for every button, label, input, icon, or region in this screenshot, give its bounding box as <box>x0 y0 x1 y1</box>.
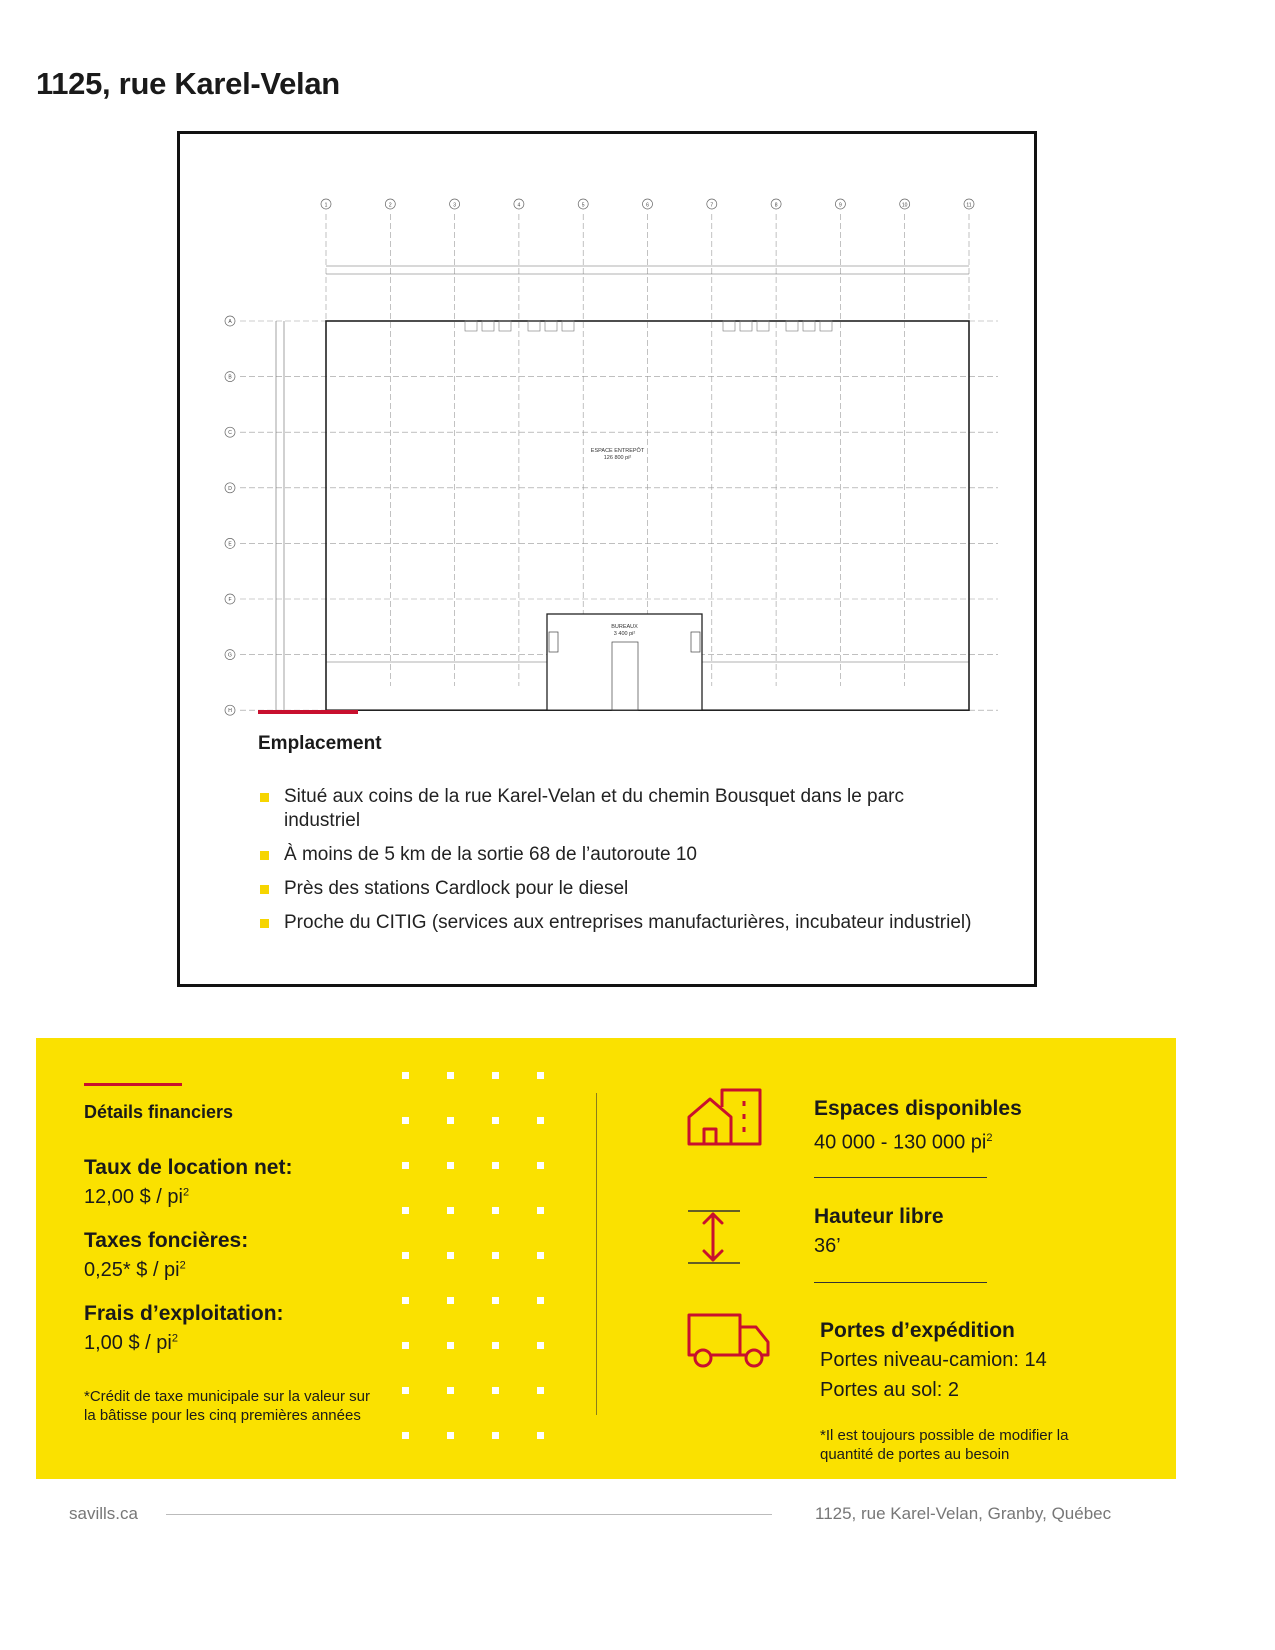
grid-row-label: F <box>228 597 232 603</box>
grid-column-label: 11 <box>966 202 972 209</box>
grid-column-label: 1 <box>324 202 328 209</box>
footer-rule <box>166 1514 772 1515</box>
dot <box>447 1387 454 1394</box>
list-item: Situé aux coins de la rue Karel-Velan et du chemin Bousquet dans le parc industriel <box>258 785 978 833</box>
office-area: 3 400 pi² <box>613 631 636 637</box>
grid-column-label: 9 <box>839 202 842 209</box>
dot <box>537 1297 544 1304</box>
divider <box>814 1282 987 1283</box>
dot <box>492 1252 499 1259</box>
net-rent <box>84 1156 292 1209</box>
grid-column-label: 5 <box>581 202 585 209</box>
dot <box>447 1162 454 1169</box>
dot <box>492 1297 499 1304</box>
grid-row-label: H <box>228 708 232 715</box>
divider <box>814 1177 987 1178</box>
spaces-label: Espaces disponibles <box>814 1097 1022 1120</box>
loading-dock <box>482 321 494 331</box>
dot <box>537 1387 544 1394</box>
doors-ground: Portes au sol: 2 <box>820 1379 959 1401</box>
grid-column-label: 3 <box>453 202 456 209</box>
taxes-value: 0,25* $ / $pi^2$ <box>84 1259 186 1281</box>
truck-icon <box>686 1312 772 1370</box>
dot <box>402 1342 409 1349</box>
grid-row-label: G <box>228 652 232 659</box>
shipping-doors <box>820 1319 1047 1405</box>
dot <box>537 1207 544 1214</box>
grid-row-label: A <box>228 319 232 325</box>
footer-website[interactable]: savills.ca <box>69 1504 138 1523</box>
doors-truck: Portes niveau-camion: 14 <box>820 1349 1047 1371</box>
spaces-value: 40 000 - 130 000 $pi^2$ <box>814 1131 993 1154</box>
office-label: BUREAUX <box>611 624 638 630</box>
emplacement-list <box>258 785 978 945</box>
dot <box>402 1387 409 1394</box>
dot <box>492 1207 499 1214</box>
loading-dock <box>562 321 574 331</box>
warehouse-label: ESPACE ENTREPÔT <box>590 448 645 454</box>
dot <box>447 1342 454 1349</box>
spaces-available <box>814 1097 1022 1158</box>
grid-row-label: B <box>228 374 232 381</box>
dot <box>492 1432 499 1439</box>
red-rule <box>258 710 358 714</box>
height-arrow-icon <box>686 1208 742 1266</box>
loading-dock <box>740 321 752 331</box>
list-item: Proche du CITIG (services aux entreprises manufacturières, incubateur industriel) <box>258 911 978 935</box>
grid-row-label: C <box>228 430 232 437</box>
financial-note: *Crédit de taxe municipale sur la valeur sur la bâtisse pour les cinq premières années <box>84 1388 370 1424</box>
page-title: 1125, rue Karel-Velan <box>36 66 340 101</box>
taxes <box>84 1229 248 1282</box>
red-rule <box>84 1083 182 1086</box>
dot <box>447 1252 454 1259</box>
loading-dock <box>465 321 477 331</box>
financial-title: Détails financiers <box>84 1102 234 1122</box>
grid-column-label: 2 <box>388 202 392 209</box>
operating-value: 1,00 $ / $pi^2$ <box>84 1332 178 1354</box>
dot <box>447 1072 454 1079</box>
grid-row-label: D <box>228 485 232 492</box>
dot <box>402 1207 409 1214</box>
grid-column-label: 10 <box>901 202 908 209</box>
dot <box>492 1342 499 1349</box>
building-icon <box>686 1087 764 1147</box>
grid-column-label: 8 <box>774 202 778 209</box>
loading-dock <box>786 321 798 331</box>
taxes-label: Taxes foncières: <box>84 1229 249 1252</box>
operating-costs <box>84 1302 284 1355</box>
dot <box>537 1072 544 1079</box>
dot <box>492 1117 499 1124</box>
height-value: 36’ <box>814 1235 841 1257</box>
loading-dock <box>757 321 769 331</box>
clear-height <box>814 1205 944 1261</box>
dot <box>492 1162 499 1169</box>
dot <box>537 1117 544 1124</box>
dot <box>402 1297 409 1304</box>
net-rent-value: 12,00 $ / $pi^2$ <box>84 1186 190 1208</box>
dot <box>402 1117 409 1124</box>
loading-dock <box>499 321 511 331</box>
dot <box>537 1162 544 1169</box>
dot <box>537 1432 544 1439</box>
dot <box>447 1297 454 1304</box>
dot <box>402 1072 409 1079</box>
footer-address: 1125, rue Karel-Velan, Granby, Québec <box>815 1504 1112 1523</box>
dot <box>402 1162 409 1169</box>
doors-note: *Il est toujours possible de modifier la quantité de portes au besoin <box>820 1427 1069 1463</box>
dot <box>537 1252 544 1259</box>
grid-column-label: 6 <box>646 202 649 209</box>
list-item: Près des stations Cardlock pour le diesel <box>258 877 978 901</box>
grid-row-label: E <box>228 541 232 548</box>
dot <box>402 1432 409 1439</box>
loading-dock <box>803 321 815 331</box>
warehouse-area: 126 800 pi² <box>603 455 632 461</box>
grid-column-label: 4 <box>517 202 521 209</box>
dot <box>537 1342 544 1349</box>
doors-label: Portes d’expédition <box>820 1319 1015 1342</box>
loading-dock <box>820 321 832 331</box>
emplacement-title: Emplacement <box>258 733 382 754</box>
net-rent-label: Taux de location net: <box>84 1156 293 1179</box>
dot <box>492 1072 499 1079</box>
dot <box>447 1117 454 1124</box>
operating-label: Frais d’exploitation: <box>84 1302 284 1325</box>
loading-dock <box>723 321 735 331</box>
dot <box>447 1207 454 1214</box>
height-label: Hauteur libre <box>814 1205 944 1228</box>
dot <box>402 1252 409 1259</box>
list-item: À moins de 5 km de la sortie 68 de l’autoroute 10 <box>258 843 978 867</box>
divider <box>596 1093 597 1415</box>
dot <box>447 1432 454 1439</box>
loading-dock <box>545 321 557 331</box>
loading-dock <box>528 321 540 331</box>
grid-column-label: 7 <box>710 202 714 209</box>
dot <box>492 1387 499 1394</box>
